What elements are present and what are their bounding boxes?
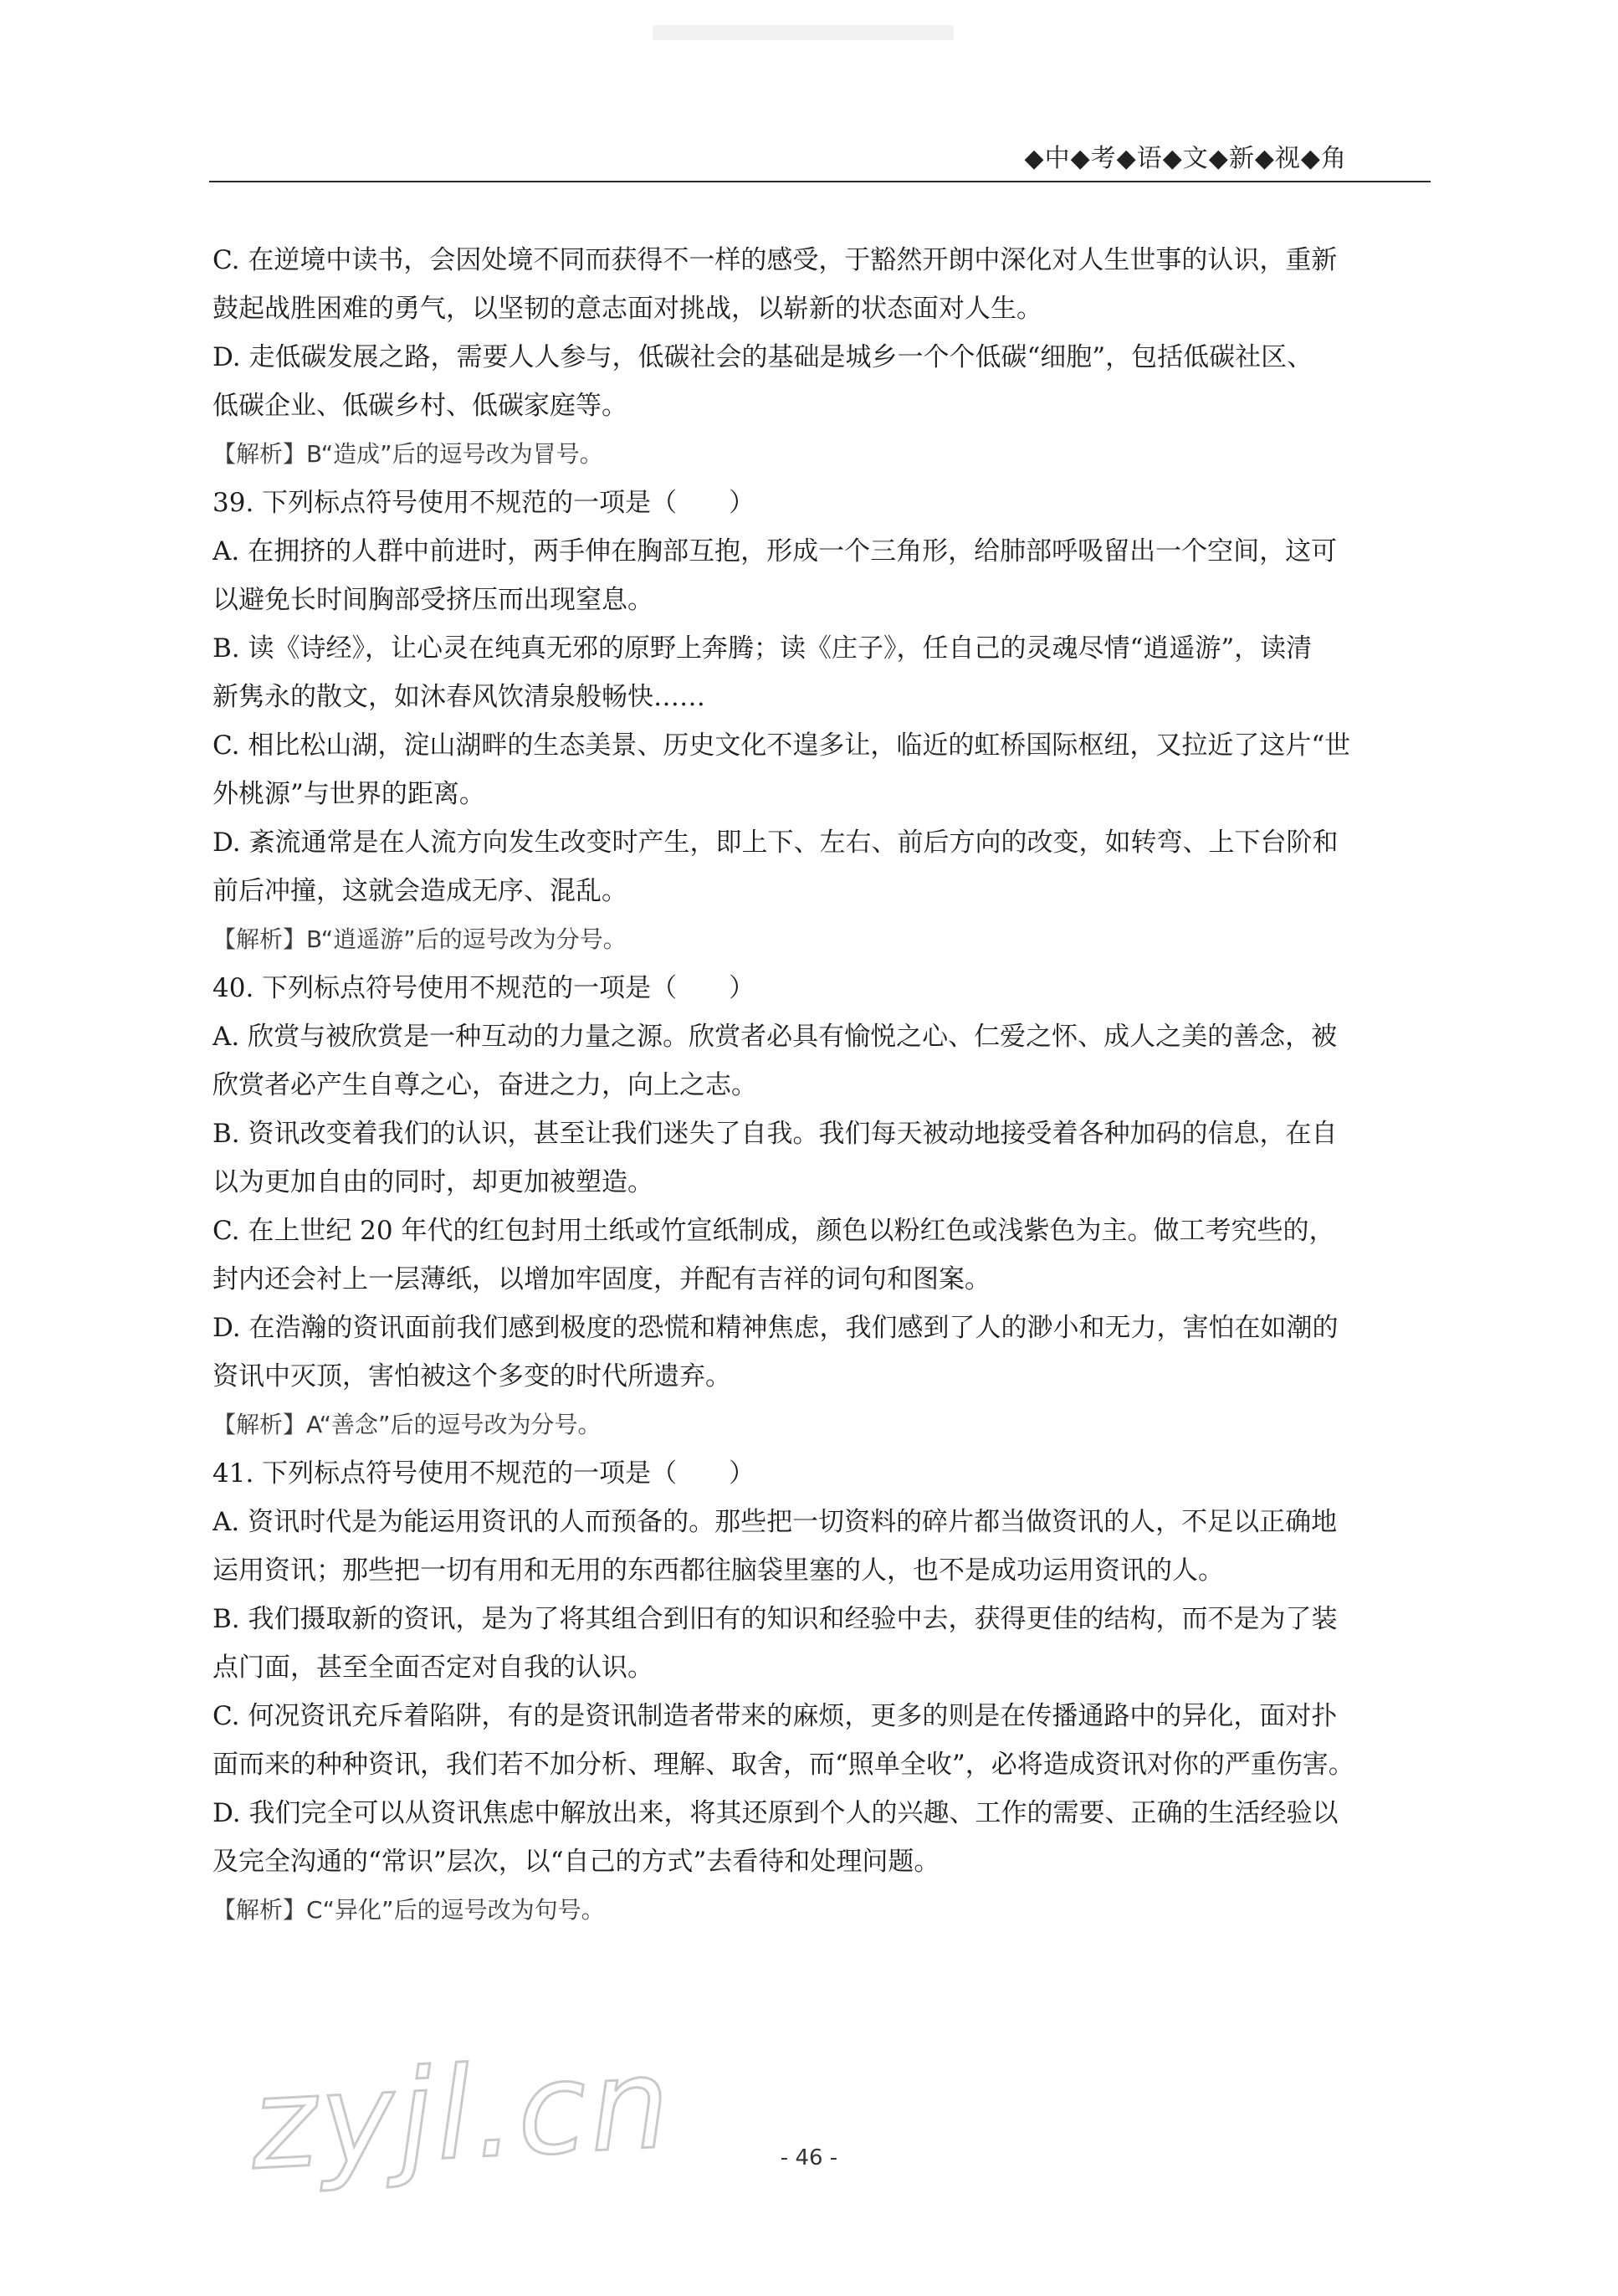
text-line: 新隽永的散文，如沐春风饮清泉般畅快…… [212,682,705,712]
text-line: 前后冲撞，这就会造成无序、混乱。 [212,876,627,906]
text-line: B. 资讯改变着我们的认识，甚至让我们迷失了自我。我们每天被动地接受着各种加码的信息，在自 [212,1119,1338,1149]
watermark-logo: zyjl.cn [247,2030,677,2199]
text-line: C. 在逆境中读书，会因处境不同而获得不一样的感受，于豁然开朗中深化对人生世事的认识，重新 [212,245,1338,275]
text-line: B. 我们摄取新的资讯，是为了将其组合到旧有的知识和经验中去，获得更佳的结构，而不是为了装 [212,1604,1338,1634]
text-line: D. 我们完全可以从资讯焦虑中解放出来，将其还原到个人的兴趣、工作的需要、正确的生活经验以 [212,1798,1339,1828]
analysis-line: 【解析】C“异化”后的逗号改为句号。 [212,1896,605,1924]
question-line: 41. 下列标点符号使用不规范的一项是（ ） [212,1458,755,1489]
text-line: C. 在上世纪 20 年代的红包封用土纸或竹宣纸制成，颜色以粉红色或浅紫色为主。做工考究些的， [212,1216,1335,1246]
text-line: D. 走低碳发展之路，需要人人参与，低碳社会的基础是城乡一个个低碳“细胞”，包括低碳社区、 [212,342,1313,372]
text-line: D. 紊流通常是在人流方向发生改变时产生，即上下、左右、前后方向的改变，如转弯、上下台阶和 [212,828,1339,858]
text-line: A. 在拥挤的人群中前进时，两手伸在胸部互抱，形成一个三角形，给肺部呼吸留出一个空间，这可 [212,536,1338,566]
text-line: B. 读《诗经》，让心灵在纯真无邪的原野上奔腾；读《庄子》，任自己的灵魂尽情“逍遥游”，读清 [212,633,1313,664]
text-line: C. 相比松山湖，淀山湖畔的生态美景、历史文化不遑多让，临近的虹桥国际枢纽，又拉近了这片“世 [212,730,1351,761]
page-header [209,134,1431,182]
analysis-line: 【解析】B“逍遥游”后的逗号改为分号。 [212,925,627,953]
question-line: 40. 下列标点符号使用不规范的一项是（ ） [212,973,755,1003]
text-line: 以为更加自由的同时，却更加被塑造。 [212,1167,653,1197]
text-line: D. 在浩瀚的资讯面前我们感到极度的恐慌和精神焦虑，我们感到了人的渺小和无力，害怕在如潮的 [212,1313,1339,1343]
text-line: A. 欣赏与被欣赏是一种互动的力量之源。欣赏者必具有愉悦之心、仁爱之怀、成人之美的善念，被 [212,1022,1338,1052]
text-line: C. 何况资讯充斥着陷阱，有的是资讯制造者带来的麻烦，更多的则是在传播通路中的异化，面对扑 [212,1701,1338,1731]
text-line: 以避免长时间胸部受挤压而出现窒息。 [212,585,653,615]
analysis-line: 【解析】B“造成”后的逗号改为冒号。 [212,440,603,468]
page-number: - 46 - [780,2145,838,2170]
header-title: ◆中◆考◆语◆文◆新◆视◆角 [1024,144,1347,173]
text-line: A. 资讯时代是为能运用资讯的人而预备的。那些把一切资料的碎片都当做资讯的人，不足以正确地 [212,1507,1338,1537]
text-line: 封内还会衬上一层薄纸，以增加牢固度，并配有吉祥的词句和图案。 [212,1264,991,1294]
text-line: 点门面，甚至全面否定对自我的认识。 [212,1653,653,1683]
text-line: 资讯中灭顶，害怕被这个多变的时代所遗弃。 [212,1361,731,1391]
text-line: 及完全沟通的“常识”层次，以“自己的方式”去看待和处理问题。 [212,1847,940,1877]
analysis-line: 【解析】A“善念”后的逗号改为分号。 [212,1411,602,1438]
text-line: 外桃源”与世界的距离。 [212,779,485,809]
scan-artifact [653,25,954,40]
text-line: 面而来的种种资讯，我们若不加分析、理解、取舍，而“照单全收”，必将造成资讯对你的严重伤害。 [212,1750,1354,1780]
text-line: 低碳企业、低碳乡村、低碳家庭等。 [212,391,627,421]
text-line: 运用资讯；那些把一切有用和无用的东西都往脑袋里塞的人，也不是成功运用资讯的人。 [212,1555,1224,1586]
text-line: 鼓起战胜困难的勇气，以坚韧的意志面对挑战，以崭新的状态面对人生。 [212,294,1042,324]
document-body [212,236,1427,1935]
question-line: 39. 下列标点符号使用不规范的一项是（ ） [212,488,755,518]
text-line: 欣赏者必产生自尊之心，奋进之力，向上之志。 [212,1070,757,1100]
